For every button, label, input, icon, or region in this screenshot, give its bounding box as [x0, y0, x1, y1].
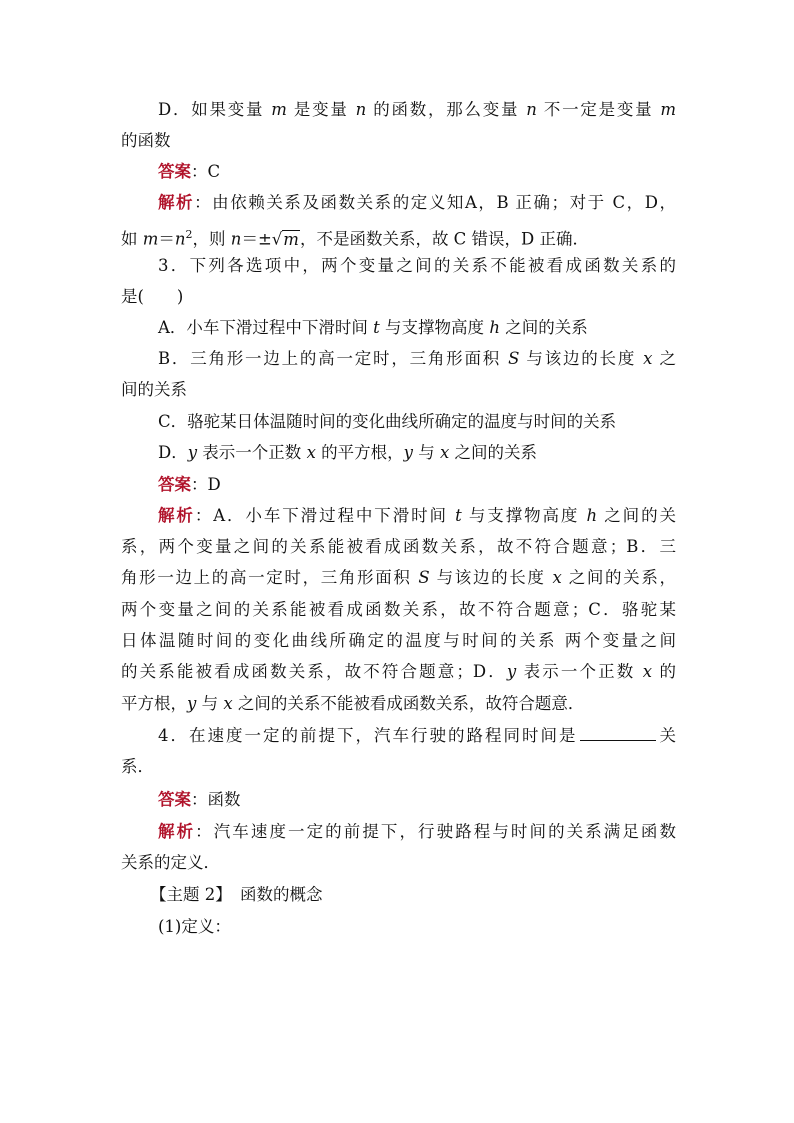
analysis-4-line-2: 关系的定义． — [121, 853, 220, 872]
fill-in-blank[interactable] — [580, 724, 656, 741]
option-d-line-1: D．如果变量 m 是变量 n 的函数，那么变量 n 不一定是变量 m — [158, 100, 676, 119]
option-d-line-2: 的函数 — [121, 131, 171, 150]
analysis-3-line-1: 解析：A．小车下滑过程中下滑时间 t 与支撑物高度 h 之间的关 — [158, 506, 676, 525]
question-4-line-2: 系． — [121, 757, 154, 776]
answer-label: 答案 — [158, 790, 191, 809]
option-d: D．y 表示一个正数 x 的平方根，y 与 x 之间的关系 — [158, 443, 538, 462]
answer-label: 答案 — [158, 475, 191, 494]
option-b-line-2: 间的关系 — [121, 380, 187, 399]
analysis-1-line-2: 如 $m=n^2$，则 n＝±√m，不是函数关系，故 C 错误，D 正确． — [121, 228, 590, 249]
definition-heading: (1)定义： — [158, 917, 231, 936]
analysis-4-line-1: 解析：汽车速度一定的前提下，行驶路程与时间的关系满足函数 — [158, 822, 677, 841]
option-a: A．小车下滑过程中下滑时间 t 与支撑物高度 h 之间的关系 — [158, 318, 588, 337]
analysis-label: 解析 — [158, 822, 196, 841]
analysis-1-line-1: 解析：由依赖关系及函数关系的定义知A，B 正确；对于 C，D， — [158, 193, 677, 212]
option-b-line-1: B．三角形一边上的高一定时，三角形面积 S 与该边的长度 x 之 — [158, 349, 676, 368]
analysis-label: 解析 — [158, 506, 195, 525]
analysis-3-line-2: 系，两个变量之间的关系能被看成函数关系，故不符合题意；B．三 — [121, 537, 676, 556]
question-3-line-1: 3．下列各选项中，两个变量之间的关系不能被看成函数关系的 — [158, 256, 676, 275]
answer-label: 答案 — [158, 162, 191, 181]
answer-3: 答案：D — [158, 475, 221, 494]
analysis-3-line-5: 日体温随时间的变化曲线所确定的温度与时间的关系 两个变量之间 — [121, 631, 676, 650]
analysis-label: 解析 — [158, 193, 195, 212]
question-4-line-1: 4．在速度一定的前提下，汽车行驶的路程同时间是 关 — [158, 726, 676, 745]
option-c: C．骆驼某日体温随时间的变化曲线所确定的温度与时间的关系 — [158, 412, 617, 431]
topic-2-heading: 【主题 2】 函数的概念 — [150, 885, 323, 904]
analysis-3-line-7: 平方根，y 与 x 之间的关系不能被看成函数关系，故符合题意． — [121, 694, 585, 713]
question-3-line-2: 是( ) — [121, 287, 184, 306]
analysis-3-line-6: 的关系能被看成函数关系，故不符合题意；D．y 表示一个正数 x 的 — [121, 662, 676, 681]
answer-4: 答案：函数 — [158, 790, 241, 809]
analysis-3-line-4: 两个变量之间的关系能被看成函数关系，故不符合题意；C．骆驼某 — [121, 600, 676, 619]
analysis-3-line-3: 角形一边上的高一定时，三角形面积 S 与该边的长度 x 之间的关系， — [121, 568, 676, 587]
answer-1: 答案：C — [158, 162, 221, 181]
